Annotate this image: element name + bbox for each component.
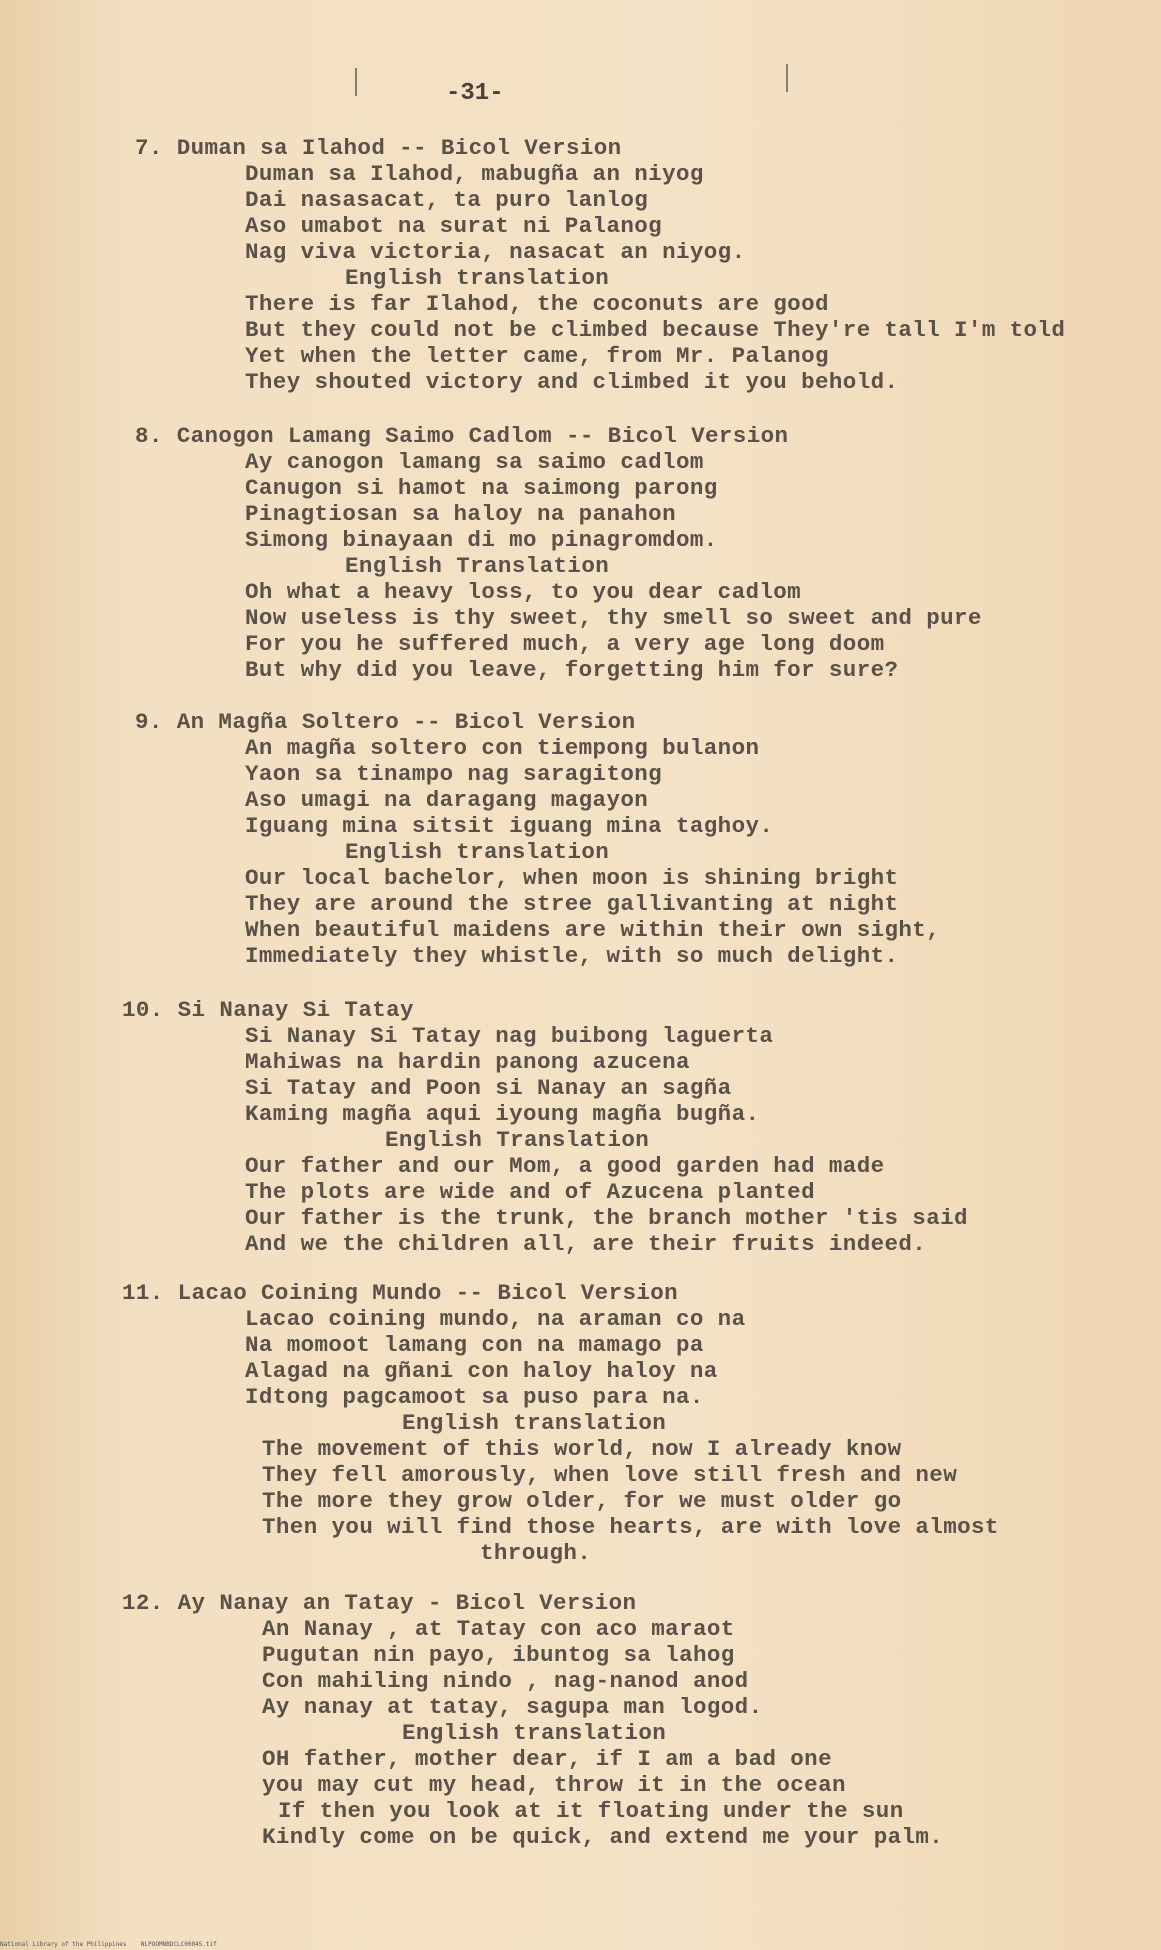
song-title: 12. Ay Nanay an Tatay - Bicol Version [122, 1590, 637, 1616]
song-title: 8. Canogon Lamang Saimo Cadlom -- Bicol Version [135, 423, 789, 449]
verse-line: Alagad na gñani con haloy haloy na [245, 1358, 718, 1384]
translation-line: If then you look at it floating under the sun [278, 1798, 904, 1824]
verse-line: Lacao coining mundo, na araman co na [245, 1306, 746, 1332]
verse-line: Pinagtiosan sa haloy na panahon [245, 501, 676, 527]
verse-line: Mahiwas na hardin panong azucena [245, 1049, 690, 1075]
page-number: -31- [446, 80, 504, 107]
verse-line: Kaming magña aqui iyoung magña bugña. [245, 1101, 760, 1127]
translation-line: through. [480, 1540, 592, 1566]
translation-heading: English translation [345, 839, 610, 865]
verse-line: Idtong pagcamoot sa puso para na. [245, 1384, 704, 1410]
verse-line: Dai nasasacat, ta puro lanlog [245, 187, 649, 213]
translation-line: Our father is the trunk, the branch mother 'tis said [245, 1205, 968, 1231]
translation-heading: English translation [345, 265, 610, 291]
margin-mark [786, 64, 788, 92]
translation-heading: English Translation [345, 553, 610, 579]
verse-line: Nag viva victoria, nasacat an niyog. [245, 239, 746, 265]
translation-line: But they could not be climbed because They're tall I'm told [245, 317, 1066, 343]
verse-line: An magña soltero con tiempong bulanon [245, 735, 760, 761]
verse-line: Simong binayaan di mo pinagromdom. [245, 527, 718, 553]
translation-line: you may cut my head, throw it in the ocean [262, 1772, 846, 1798]
verse-line: An Nanay , at Tatay con aco maraot [262, 1616, 735, 1642]
verse-line: Ay canogon lamang sa saimo cadlom [245, 449, 704, 475]
translation-line: Now useless is thy sweet, thy smell so sweet and pure [245, 605, 982, 631]
verse-line: Iguang mina sitsit iguang mina taghoy. [245, 813, 774, 839]
translation-line: They shouted victory and climbed it you behold. [245, 369, 899, 395]
verse-line: Aso umabot na surat ni Palanog [245, 213, 663, 239]
song-title: 9. An Magña Soltero -- Bicol Version [135, 709, 636, 735]
translation-line: The more they grow older, for we must older go [262, 1488, 902, 1514]
translation-line: There is far Ilahod, the coconuts are good [245, 291, 829, 317]
translation-line: The movement of this world, now I already know [262, 1436, 902, 1462]
translation-line: When beautiful maidens are within their own sight, [245, 917, 941, 943]
translation-line: Our local bachelor, when moon is shining bright [245, 865, 899, 891]
translation-heading: English translation [402, 1720, 667, 1746]
verse-line: Ay nanay at tatay, sagupa man logod. [262, 1694, 763, 1720]
translation-line: For you he suffered much, a very age long doom [245, 631, 885, 657]
translation-line: OH father, mother dear, if I am a bad one [262, 1746, 832, 1772]
translation-line: And we the children all, are their fruits indeed. [245, 1231, 927, 1257]
song-title: 11. Lacao Coining Mundo -- Bicol Version [122, 1280, 679, 1306]
translation-line: Kindly come on be quick, and extend me your palm. [262, 1824, 944, 1850]
verse-line: Si Nanay Si Tatay nag buibong laguerta [245, 1023, 774, 1049]
translation-line: They are around the stree gallivanting at night [245, 891, 899, 917]
translation-line: But why did you leave, forgetting him for sure? [245, 657, 899, 683]
song-title: 10. Si Nanay Si Tatay [122, 997, 414, 1023]
verse-line: Aso umagi na daragang magayon [245, 787, 649, 813]
verse-line: Pugutan nin payo, ibuntog sa lahog [262, 1642, 735, 1668]
translation-heading: English Translation [385, 1127, 650, 1153]
scan-footer: National Library of the Philippines NLPOOMNBDCLC0004S.tif [0, 1941, 217, 1948]
verse-line: Yaon sa tinampo nag saragitong [245, 761, 663, 787]
verse-line: Canugon si hamot na saimong parong [245, 475, 718, 501]
verse-line: Na momoot lamang con na mamago pa [245, 1332, 704, 1358]
translation-line: They fell amorously, when love still fresh and new [262, 1462, 958, 1488]
song-title: 7. Duman sa Ilahod -- Bicol Version [135, 135, 622, 161]
verse-line: Con mahiling nindo , nag-nanod anod [262, 1668, 749, 1694]
translation-line: Immediately they whistle, with so much delight. [245, 943, 899, 969]
translation-line: Oh what a heavy loss, to you dear cadlom [245, 579, 802, 605]
translation-line: Our father and our Mom, a good garden had made [245, 1153, 885, 1179]
translation-line: Then you will find those hearts, are with love almost [262, 1514, 999, 1540]
verse-line: Duman sa Ilahod, mabugña an niyog [245, 161, 704, 187]
translation-line: Yet when the letter came, from Mr. Palanog [245, 343, 829, 369]
verse-line: Si Tatay and Poon si Nanay an sagña [245, 1075, 732, 1101]
translation-heading: English translation [402, 1410, 667, 1436]
translation-line: The plots are wide and of Azucena planted [245, 1179, 815, 1205]
margin-mark [355, 68, 357, 96]
